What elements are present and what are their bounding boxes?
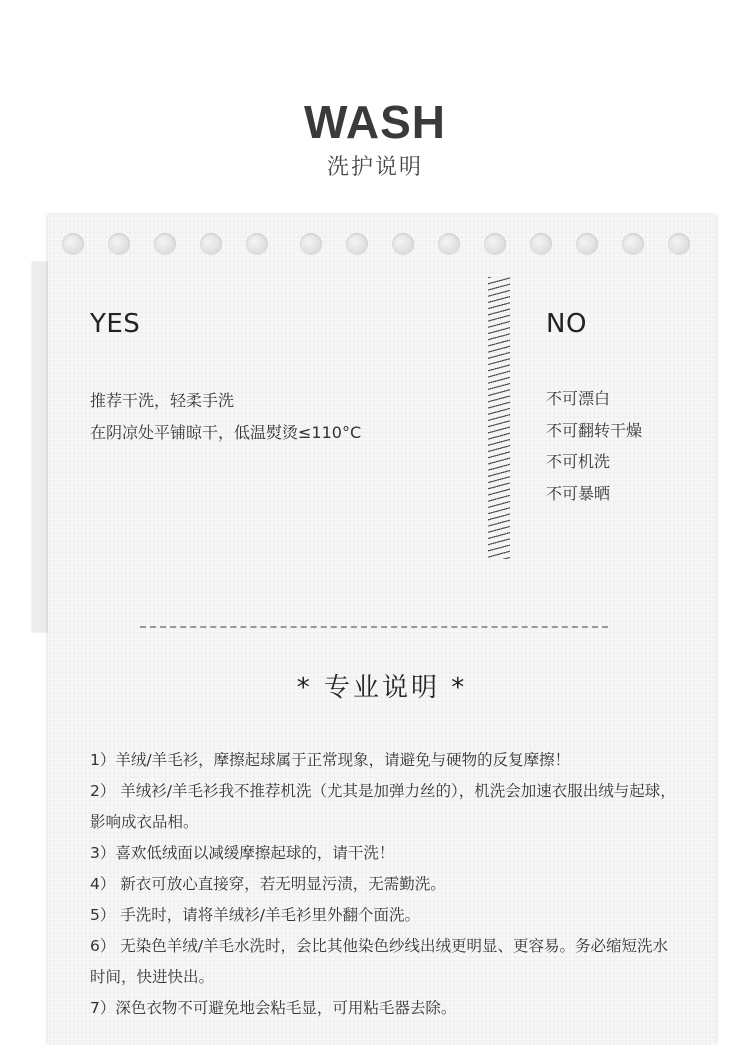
binder-hole-icon <box>668 233 690 255</box>
binder-hole-icon <box>154 233 176 255</box>
binder-hole-icon <box>62 233 84 255</box>
yes-heading: YES <box>90 309 141 339</box>
page-title: WASH <box>304 96 446 148</box>
binder-hole-icon <box>622 233 644 255</box>
no-item: 不可漂白 <box>546 389 611 408</box>
binder-hole-icon <box>392 233 414 255</box>
no-heading: NO <box>546 309 587 339</box>
binder-hole-icon <box>246 233 268 255</box>
binder-holes <box>62 233 702 255</box>
binder-hole-icon <box>530 233 552 255</box>
professional-title: * 专业说明 * <box>296 673 468 703</box>
binder-hole-icon <box>300 233 322 255</box>
binder-hole-icon <box>438 233 460 255</box>
note-item: 3）喜欢低绒面以减缓摩擦起球的，请干洗！ <box>90 844 395 862</box>
dashed-divider <box>140 626 608 628</box>
binder-hole-icon <box>108 233 130 255</box>
no-list <box>546 383 642 509</box>
hatched-divider-icon <box>488 277 510 559</box>
note-item: 4） 新衣可放心直接穿，若无明显污渍，无需勤洗。 <box>90 875 446 893</box>
yes-list <box>90 385 361 449</box>
header <box>0 98 750 181</box>
note-item: 2） 羊绒衫/羊毛衫我不推荐机洗（尤其是加弹力丝的），机洗会加速衣服出绒与起球，影响成衣品相。 <box>90 782 676 831</box>
no-item: 不可翻转干燥 <box>546 420 643 440</box>
note-item: 5） 手洗时，请将羊绒衫/羊毛衫里外翻个面洗。 <box>90 906 421 924</box>
no-item: 不可暴晒 <box>546 483 611 503</box>
note-item: 7）深色衣物不可避免地会粘毛显，可用粘毛器去除。 <box>90 999 457 1017</box>
yes-item: 推荐干洗，轻柔手洗 <box>90 391 235 410</box>
binder-hole-icon <box>484 233 506 255</box>
yes-item: 在阴凉处平铺晾干，低温熨烫≤110°C <box>90 423 362 442</box>
note-item: 1）羊绒/羊毛衫，摩擦起球属于正常现象，请避免与硬物的反复摩擦！ <box>90 751 571 769</box>
notepad-card <box>48 215 716 1045</box>
no-item: 不可机洗 <box>546 452 611 471</box>
binder-hole-icon <box>200 233 222 255</box>
page-subtitle: 洗护说明 <box>326 155 423 180</box>
note-item: 6） 无染色羊绒/羊毛水洗时，会比其他染色纱线出绒更明显、更容易。务必缩短洗水时间，快进快出。 <box>90 937 669 986</box>
professional-notes <box>90 745 680 1024</box>
binder-hole-icon <box>576 233 598 255</box>
binder-hole-icon <box>346 233 368 255</box>
